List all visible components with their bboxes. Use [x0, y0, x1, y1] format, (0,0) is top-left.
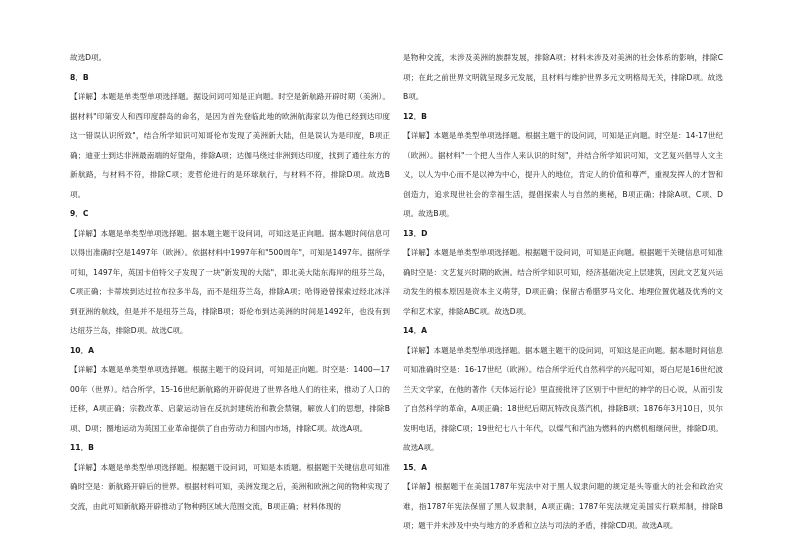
question-number: 8．B [70, 72, 89, 82]
answer-paragraph: 故选D项。 [70, 53, 107, 62]
right-column [403, 48, 723, 536]
question-number: 9．C [70, 209, 89, 218]
answer-paragraph: 【详解】本题是单类型单项选择题。根据题干设问词，可知是本质题。根据题干关键信息可知准确时空是：新航路开辟后的世界。根据材料可知，美洲发现之后，美洲和欧洲之间的物种实现了交流，由此可知新航路开辟推动了物种跨区域大范围交流，B项正确；材料体现的 [70, 462, 390, 511]
question-number: 13．D [403, 228, 428, 238]
answer-paragraph: 【详解】本题是单类型单项选择题。据设问词可知是正向题。时空是新航路开辟时期（美洲）。据材料"印第安人和西印度群岛的命名，是因为首先登临此地的欧洲航海家以为他已经到达印度这一错误认识所致"，结合所学知识可知哥伦布发现了美洲新大陆，但是误认为是印度，B项正确；迪亚士到达非洲最南端的好望角，排除A项；达伽马绕过非洲到达印度，找到了通往东方的新航路，与材料不符，排除C项；麦哲伦进行的是环球航行，与材料不符，排除D项。故选B项。 [70, 92, 390, 199]
answer-paragraph: 【详解】本题是单类型单项选择题。根据主题干的设问词，可知是正向题。时空是：1400—1700年（世界）。结合所学，15-16世纪新航路的开辟促进了世界各地人们的往来，推动了人口的迁移，A项正确；宗教改革、启蒙运动旨在反抗封建统治和教会禁锢，解放人们的思想，排除B项、D项；圈地运动为英国工业革命提供了自由劳动力和国内市场，排除C项。故选A项。 [70, 365, 390, 433]
answer-paragraph: 【详解】本题是单类型单项选择题。据本题主题干设问词，可知这是正向题。据本题时间信息可以得出准确时空是1497年（欧洲）。依据材料中1997年和"500周年"，可知是1497年。据所学可知，1497年，英国卡伯特父子发现了一块"新发现的大陆"，即北美大陆东海岸的纽芬兰岛，C项正确；卡蒂埃到达过拉布拉多半岛，而不是纽芬兰岛，排除A项；哈得逊曾探索过经北冰洋到亚洲的航线，但是并不是纽芬兰岛，排除B项；哥伦布到达美洲的时间是1492年，也没有到达纽芬兰岛，排除D项。故选C项。 [70, 228, 390, 335]
question-number: 11．B [70, 443, 94, 452]
question-number: 12．B [403, 111, 427, 121]
question-number: 10．A [70, 345, 95, 355]
answer-paragraph: 是物种交流，未涉及美洲的族群发展，排除A项；材料未涉及对美洲的社会体系的影响，排除C项；在此之前世界文明就呈现多元发展，且材料与维护世界多元文明格局无关，排除D项。故选B项。 [403, 53, 723, 101]
answer-paragraph: 【详解】本题是单类型单项选择题。根据题干设问词，可知是正向题。根据题干关键信息可知准确时空是：文艺复兴时期的欧洲。结合所学知识可知，经济基础决定上层建筑，因此文艺复兴运动发生的根本原因是资本主义萌芽，D项正确；保留古希腊罗马文化、地理位置优越及优秀的文学和艺术家，排除ABC项。故选D项。 [403, 248, 723, 316]
question-number: 14．A [403, 326, 428, 335]
answer-paragraph: 【详解】本题是单类型单项选择题。根据主题干的设问词，可知是正向题。时空是：14-17世纪（欧洲）。据材料"一个把人当作人来认识的时刻"，并结合所学知识可知，文艺复兴倡导人文主义，以人为中心而不是以神为中心，提升人的地位，肯定人的价值和尊严，重视发挥人的才智和创造力，追求现世社会的幸福生活，提倡探索人与自然的奥秘，B项正确；排除A项、C项、D项。故选B项。 [403, 131, 723, 218]
left-column [70, 48, 390, 516]
question-number: 15．A [403, 462, 428, 472]
answer-paragraph: 【详解】本题是单类型单项选择题。据本题主题干的设问词，可知这是正向题。据本题时间信息可知准确时空是：16-17世纪（欧洲）。结合所学近代自然科学的兴起可知，哥白尼是16世纪波兰天文学家，在他的著作《天体运行论》里直接批评了区别于中世纪的神学的日心说，从而引发了自然科学的革命，A项正确；18世纪后期瓦特改良蒸汽机，排除B项；1876年3月10日，贝尔发明电话，排除C项；19世纪七八十年代，以煤气和汽油为燃料的内燃机相继问世，排除D项。故选A项。 [403, 345, 723, 452]
answer-paragraph: 【详解】根据题干在美国1787年宪法中对于黑人奴隶问题的规定是头等重大的社会和政治灾难，指1787年宪法保留了黑人奴隶制，A项正确；1787年宪法规定美国实行联邦制，排除B项；题干并未涉及中央与地方的矛盾和立法与司法的矛盾，排除CD项。故选A项。 [403, 482, 723, 530]
